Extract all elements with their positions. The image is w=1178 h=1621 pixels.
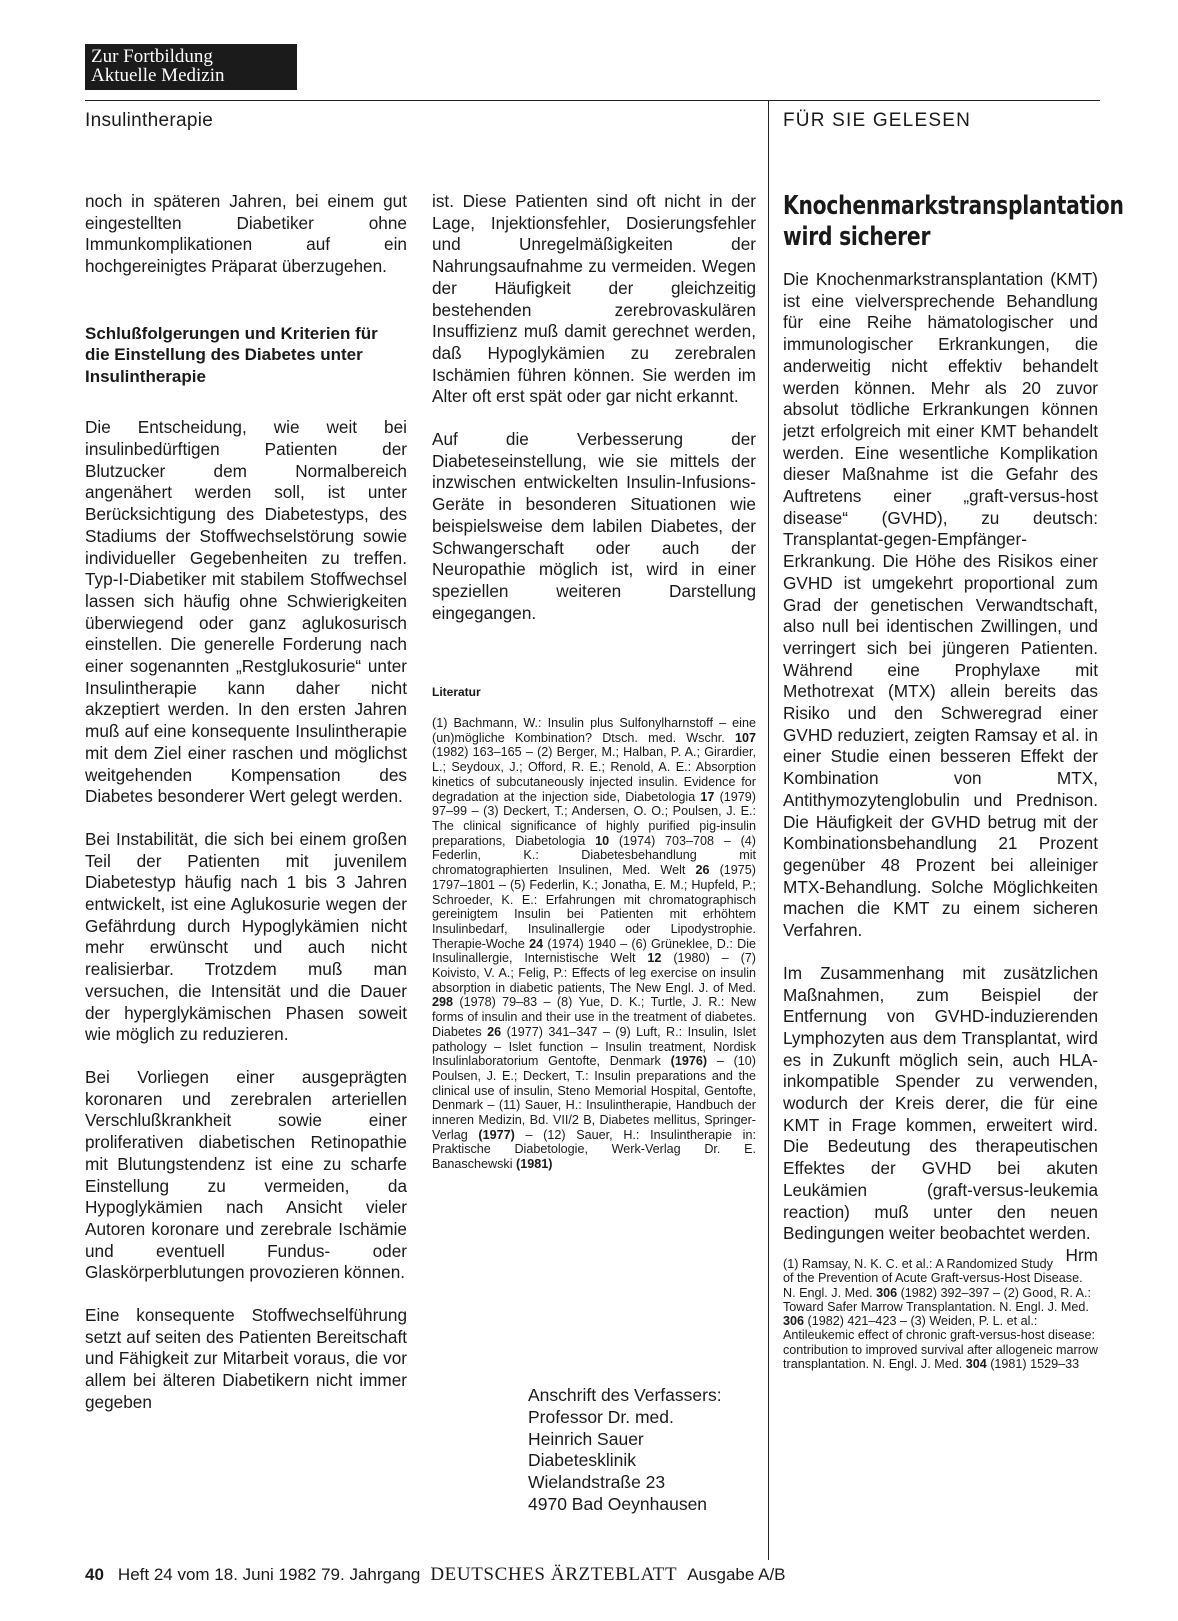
ref-volume: 17	[700, 789, 715, 804]
ref-volume: 306	[783, 1314, 805, 1329]
ref-text: – (10) Poulsen, J. E.; Deckert, T.: Insulin preparations and the clinical use of insulin, Steno Memorial Hospital, Gentofte, Denmark – (11) Sauer, H.: Insulintherapie, Handbuch der inneren Medizin, Bd. VII/2 B, Diabetes mellitus, Springer-Verlag	[432, 1054, 757, 1142]
references-heading: Literatur	[432, 685, 481, 700]
ref-volume: 298	[432, 995, 454, 1010]
rubric-line-2: Aktuelle Medizin	[91, 65, 225, 86]
ref-text: (1981) 1529–33	[986, 1357, 1080, 1372]
rubric-header	[85, 44, 297, 90]
column-3	[783, 191, 1124, 1372]
top-rule	[85, 100, 1100, 101]
ref-text: (1) Bachmann, W.: Insulin plus Sulfonylharnstoff – eine (un)mögliche Kombination? Dtsch. med. Wschr.	[432, 716, 756, 745]
address-line: 4970 Bad Oeynhausen	[528, 1493, 708, 1514]
journal-name: DEUTSCHES ÄRZTEBLATT	[430, 1564, 678, 1585]
column-1	[85, 191, 407, 1435]
article-title: Knochenmarkstransplantation wird sicherer	[783, 191, 1124, 252]
section-label-right: FÜR SIE GELESEN	[783, 110, 971, 131]
ref-year: (1976)	[670, 1054, 708, 1069]
ref-text: (1978) 79–83 – (8) Yue, D. K.; Turtle, J. R.: New forms of insulin and their use in the treatment of diabetes. Diabetes	[432, 995, 756, 1039]
page-footer	[85, 1564, 786, 1586]
ref-text: (1979) 97–99 – (3) Deckert, T.; Andersen, O. O.; Poulsen, J. E.: The clinical significance of highly purified pig-insulin preparations, Diabetologia	[432, 789, 756, 848]
ref-text: (1982) 392–397 – (2) Good, R. A.: Toward Safer Marrow Transplantation. N. Engl. J. Med.	[783, 1285, 1092, 1314]
paragraph-text: Im Zusammenhang mit zusätzlichen Maßnahmen, zum Beispiel der Entfernung von GVHD-induzierenden Lymphozyten aus dem Transplantat, wird es in Zukunft möglich sein, auch HLA-inkompatible Spender zu verwenden, wodurch der Kreis derer, die für eine KMT in Frage kommen, erweitert wird. Die Bedeutung des therapeutischen Effektes der GVHD bei akuten Leukämien (graft-versus-leukemia reaction) muß unter den neuen Bedingungen weiter beobachtet werden.	[783, 962, 1098, 1244]
ref-text: (1980) – (7) Koivisto, V. A.; Felig, P.: Effects of leg exercise on insulin absorption in diabetic patients, The New Engl. J. of Med.	[432, 951, 756, 995]
address-line: Diabetesklinik	[528, 1450, 636, 1471]
ref-text: (1974) 703–708 – (4) Federlin, K.: Diabetesbehandlung mit chromatographierten Insulinen, Med. Welt	[432, 833, 757, 878]
column-2	[432, 191, 756, 1172]
ref-volume: 12	[647, 951, 662, 966]
address-line: Wielandstraße 23	[528, 1472, 666, 1493]
subheading: Schlußfolgerungen und Kriterien für die Einstellung des Diabetes unter Insulintherapie	[85, 323, 378, 386]
ref-volume: 26	[695, 863, 710, 878]
ref-volume: 24	[529, 936, 544, 951]
ref-text: (1) Ramsay, N. K. C. et al.: A Randomized Study of the Prevention of Acute Graft-versus-Host Disease. N. Engl. J. Med.	[783, 1256, 1083, 1300]
address-line: Professor Dr. med.	[528, 1406, 674, 1427]
ref-text: (1974) 1940 – (6) Grüneklee, D.: Die Insulinallergie, Internistische Welt	[432, 936, 757, 966]
ref-text: – (12) Sauer, H.: Insulintherapie in: Praktische Diabetologie, Werk-Verlag Dr. E. Banaschewski	[432, 1127, 756, 1172]
ref-year: (1981)	[516, 1157, 553, 1172]
ref-volume: 306	[876, 1285, 898, 1300]
ref-volume: 304	[965, 1357, 987, 1372]
address-line: Anschrift des Verfassers:	[528, 1385, 722, 1405]
rubric-line-1: Zur Fortbildung	[91, 46, 213, 67]
ref-text: (1975) 1797–1801 – (5) Federlin, K.; Jonatha, E. M.; Hupfeld, P.; Schroeder, K. E.: Erfahrungen mit chromatographisch gereinigtem Insulin bei Patienten mit erhöhtem Insulinbedarf, Insulinallergie oder Lipodystrophie. Therapie-Woche	[432, 863, 757, 951]
paragraph	[783, 962, 1098, 1265]
ref-volume: 10	[595, 833, 610, 848]
paragraph: Bei Vorliegen einer ausgeprägten koronaren und zerebralen arteriellen Verschlußkrankheit sowie einer proliferativen diabetischen Retinopathie mit Blutungstendenz ist eine zu scharfe Einstellung zu vermeiden, da Hypoglykämien nach Ansicht vieler Autoren koronare und zerebrale Ischämie und eventuell Fundus- oder Glaskörperblutungen provozieren können.	[85, 1067, 407, 1283]
references-list	[432, 716, 756, 1172]
ref-volume: 107	[734, 730, 756, 745]
ref-year: (1977)	[478, 1127, 515, 1142]
issue-info: Heft 24 vom 18. Juni 1982 79. Jahrgang	[117, 1565, 421, 1584]
edition-info: Ausgabe A/B	[687, 1565, 786, 1584]
ref-text: (1977) 341–347 – (9) Luft, R.: Insulin, Islet pathology – Islet function – Insulin treatment, Nordisk Insulinlaboratorium Gentofte, Denmark	[432, 1024, 756, 1069]
column-divider	[768, 100, 769, 1560]
page-number: 40	[85, 1565, 104, 1584]
paragraph: Eine konsequente Stoffwechselführung setzt auf seiten des Patienten Bereitschaft und Fähigkeit zur Mitarbeit voraus, die vor allem bei älteren Diabetikern nicht immer gegeben	[85, 1305, 407, 1412]
paragraph: ist. Diese Patienten sind oft nicht in der Lage, Injektionsfehler, Dosierungsfehler und Unregelmäßigkeiten der Nahrungsaufnahme zu vermeiden. Wegen der Häufigkeit der gleichzeitig bestehenden zerebrovaskulären Insuffizienz muß damit gerechnet werden, daß Hypoglykämien zu zerebralen Ischämien führen können. Sie werden im Alter oft erst spät oder gar nicht erkannt.	[432, 191, 756, 407]
author-address	[528, 1385, 722, 1516]
ref-text: (1982) 163–165 – (2) Berger, M.; Halban, P. A.; Girardier, L.; Seydoux, J.; Offord, R. E.; Renold, A. E.: Absorption kinetics of subcutaneously injected insulin. Evidence for degradation at the injection side, Diabetologia	[432, 745, 756, 804]
ref-text: (1982) 421–423 – (3) Weiden, P. L. et al.: Antileukemic effect of chronic graft-versus-host disease: contribution to improved survival after allogeneic marrow transplantation. N. Engl. J. Med.	[783, 1314, 1098, 1372]
references-list	[783, 1257, 1098, 1371]
address-line: Heinrich Sauer	[528, 1428, 644, 1449]
paragraph: Die Entscheidung, wie weit bei insulinbedürftigen Patienten der Blutzucker dem Normalbereich angenähert werden soll, ist unter Berücksichtigung des Diabetestyps, des Stadiums der Stoffwechselstörung sowie individueller Gegebenheiten zu treffen. Typ-I-Diabetiker mit stabilem Stoffwechsel lassen sich häufig ohne Schwierigkeiten überwiegend oder ganz aglukosurisch einstellen. Die generelle Forderung nach einer sogenannten „Restglukosurie“ unter Insulintherapie kann daher nicht akzeptiert werden. In den ersten Jahren muß auf eine konsequente Insulintherapie mit dem Ziel einer raschen und möglichst weitgehenden Kompensation des Diabetes besonderer Wert gelegt werden.	[85, 417, 407, 807]
section-label-left: Insulintherapie	[85, 110, 214, 131]
ref-volume: 26	[487, 1024, 502, 1039]
paragraph: Bei Instabilität, die sich bei einem großen Teil der Patienten mit juvenilem Diabetestyp häufig nach 1 bis 3 Jahren entwickelt, ist eine Aglukosurie wegen der Gefährdung durch Hypoglykämien nicht mehr erwünscht und auch nicht realisierbar. Trotzdem muß man versuchen, die Intensität und die Dauer der hyperglykämischen Phasen soweit wie möglich zu reduzieren.	[85, 828, 407, 1045]
author-signature: Hrm	[1065, 1244, 1098, 1265]
paragraph: noch in späteren Jahren, bei einem gut eingestellten Diabetiker ohne Immunkomplikationen auf ein hochgereinigtes Präparat überzugehen.	[85, 191, 407, 277]
paragraph: Die Knochenmarkstransplantation (KMT) ist eine vielversprechende Behandlung für eine Reihe hämatologischer und immunologischer Erkrankungen, die anderweitig nicht effektiv behandelt werden können. Mehr als 20 zuvor absolut tödliche Erkrankungen können jetzt erfolgreich mit einer KMT behandelt werden. Eine wesentliche Komplikation dieser Maßnahme ist die Gefahr des Auftretens einer „graft-versus-host disease“ (GVHD), zu deutsch: Transplantat-gegen-Empfänger-Erkrankung. Die Höhe des Risikos einer GVHD ist umgekehrt proportional zum Grad der genetischen Verwandtschaft, also null bei identischen Zwillingen, und verringert sich bei jüngeren Patienten. Während eine Prophylaxe mit Methotrexat (MTX) allein bereits das Risiko und den Schweregrad einer GVHD reduziert, zeigten Ramsay et al. in einer Studie einen besseren Effekt der Kombination von MTX, Antithymozytenglobulin und Prednison. Die Häufigkeit der GVHD betrug mit der Kombinationsbehandlung 21 Prozent gegenüber 48 Prozent bei alleiniger MTX-Behandlung. Solche Möglichkeiten machen die KMT zu einem sicheren Verfahren.	[783, 269, 1098, 941]
paragraph: Auf die Verbesserung der Diabeteseinstellung, wie sie mittels der inzwischen entwickelten Insulin-Infusions-Geräte in besonderen Situationen wie beispielsweise dem labilen Diabetes, der Schwangerschaft oder auch der Neuropathie möglich ist, wird in einer speziellen weiteren Darstellung eingegangen.	[432, 429, 756, 623]
